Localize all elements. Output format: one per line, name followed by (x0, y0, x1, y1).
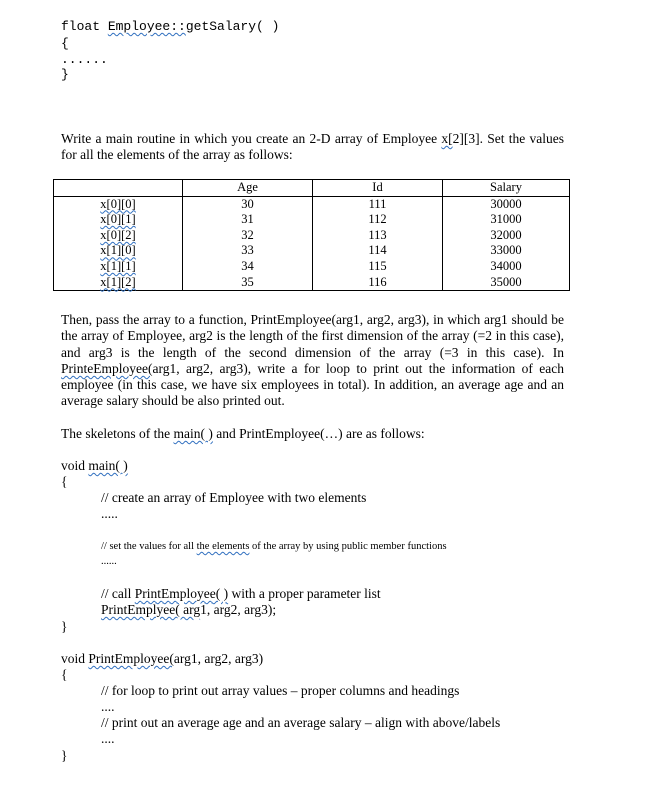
table-row (54, 243, 570, 259)
code-keyword: float (61, 19, 108, 34)
keyword-void: void (61, 458, 89, 473)
table-cell-age: 32 (183, 228, 313, 244)
main-open-brace: { (61, 474, 68, 489)
element-ref: x[0][2] (100, 227, 136, 242)
table-cell-salary: 35000 (443, 275, 570, 291)
print-employee-ref: PrintEmployee( ) (134, 586, 229, 601)
table-row (54, 275, 570, 291)
print-params: arg1, arg2, arg3) (173, 651, 264, 666)
table-header: Age (183, 180, 313, 197)
print-comment-loop: // for loop to print out array values – proper columns and headings (101, 683, 460, 698)
code-method: getSalary( ) (185, 19, 280, 34)
skeleton-text-1: The skeletons of the (61, 426, 174, 441)
table-cell-id: 116 (313, 275, 443, 291)
table-header-row (54, 180, 570, 197)
comment-text-1: // call (101, 586, 135, 601)
table-cell-key (54, 196, 183, 212)
table-cell-salary: 30000 (443, 196, 570, 212)
print-open-brace: { (61, 667, 68, 682)
main-dots-2: ...... (101, 556, 117, 567)
table-row (54, 196, 570, 212)
main-name: main( ) (88, 458, 128, 473)
table-cell-salary: 31000 (443, 212, 570, 228)
element-ref: x[1][2] (100, 274, 136, 289)
element-ref: x[0][1] (100, 212, 136, 227)
table-cell-age: 33 (183, 243, 313, 259)
element-ref: x[0][0] (100, 196, 136, 211)
table-cell-salary: 32000 (443, 228, 570, 244)
code-dots: ...... (61, 52, 108, 67)
table-cell-salary: 34000 (443, 259, 570, 275)
intro-paragraph (61, 131, 564, 164)
table-cell-id: 115 (313, 259, 443, 275)
table-cell-key (54, 212, 183, 228)
element-ref: x[1][1] (100, 258, 136, 273)
description-paragraph (61, 312, 564, 410)
comment-text-2: with a proper parameter list (228, 586, 381, 601)
main-signature (61, 458, 128, 474)
table-cell-key (54, 275, 183, 291)
element-ref: x[1][0] (100, 243, 136, 258)
main-comment-call (101, 586, 381, 602)
table-cell-id: 111 (313, 196, 443, 212)
function-ref: PrinteEmployee( (61, 360, 153, 376)
table-row (54, 228, 570, 244)
call-function-ref: PrintEmplyee( arg (101, 602, 201, 617)
table-cell-id: 114 (313, 243, 443, 259)
table-row (54, 212, 570, 228)
main-dots-1: ..... (101, 506, 118, 521)
skeleton-text-2: and PrintEmployee(…) are as follows: (212, 426, 425, 441)
code-class-ref: Employee:: (107, 19, 186, 34)
intro-text-2: 2][3]. Set the values for all the elements of the array as follows: (61, 131, 565, 163)
table-cell-key (54, 243, 183, 259)
table-header (54, 180, 183, 197)
description-text-2: arg1, arg2, arg3), write a for loop to print out the information of each employee (in this case, we have six employees in total). In addition, an average age and an average salary should be also printed out. (61, 360, 564, 409)
table-cell-age: 35 (183, 275, 313, 291)
call-args: 1, arg2, arg3); (200, 602, 277, 617)
print-dots-1: .... (101, 699, 115, 714)
print-signature (61, 651, 263, 667)
employee-table (53, 179, 570, 291)
keyword-void: void (61, 651, 89, 666)
table-cell-key (54, 259, 183, 275)
main-ref: main( ) (173, 426, 213, 441)
table-cell-age: 31 (183, 212, 313, 228)
print-function-name: PrintEmployee( (88, 651, 174, 666)
main-close-brace: } (61, 619, 68, 634)
skeleton-intro (61, 426, 425, 442)
print-comment-average: // print out an average age and an average salary – align with above/labels (101, 715, 501, 730)
comment-elements-ref: the elements (196, 541, 250, 552)
intro-text-1: Write a main routine in which you create an 2-D array of Employee (61, 131, 442, 146)
code-open-brace: { (61, 36, 69, 51)
code-line-signature (61, 19, 279, 34)
table-header: Salary (443, 180, 570, 197)
table-cell-id: 112 (313, 212, 443, 228)
main-comment-create: // create an array of Employee with two elements (101, 490, 367, 505)
comment-text-1: // set the values for all (101, 541, 197, 552)
table-cell-key (54, 228, 183, 244)
table-cell-salary: 33000 (443, 243, 570, 259)
intro-array-ref: x[ (441, 131, 453, 146)
table-cell-age: 34 (183, 259, 313, 275)
description-text-1: Then, pass the array to a function, PrintEmployee(arg1, arg2, arg3), in which arg1 should be the array of Employee, arg2 is the length of the first dimension of the array (=2 in this case), and arg3 is the length of the second dimension of the array (=3 in this case). In (61, 312, 564, 360)
comment-text-2: of the array by using public member functions (249, 541, 447, 552)
main-comment-set-values (101, 541, 447, 552)
print-close-brace: } (61, 748, 68, 763)
table-header: Id (313, 180, 443, 197)
print-dots-2: .... (101, 731, 115, 746)
table-row (54, 259, 570, 275)
main-call-statement (101, 602, 276, 618)
code-close-brace: } (61, 67, 69, 82)
table-cell-age: 30 (183, 196, 313, 212)
table-cell-id: 113 (313, 228, 443, 244)
